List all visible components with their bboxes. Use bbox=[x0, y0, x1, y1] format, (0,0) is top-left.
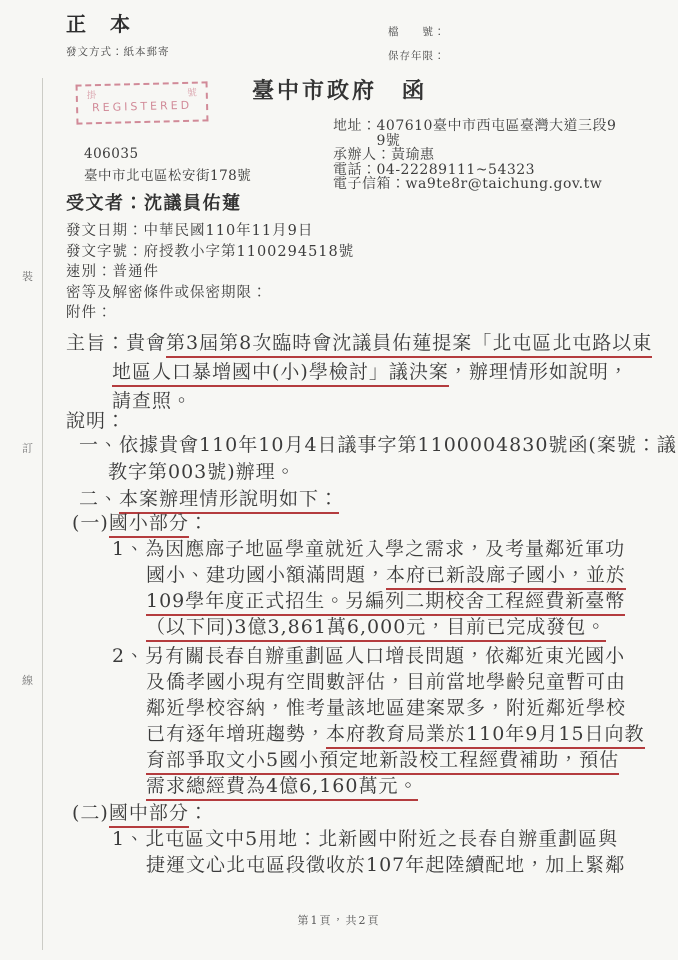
stamp-char-left: 掛 bbox=[86, 90, 97, 102]
body-line bbox=[146, 586, 625, 613]
body-text: 一、依據貴會110年10月4日議事字第1100004830號函(案號：議 bbox=[79, 434, 677, 456]
body-text: 已有逐年增班趨勢， bbox=[146, 723, 327, 745]
text-line: 9號 bbox=[333, 132, 401, 149]
stamp-registered-text: REGISTERED bbox=[91, 98, 193, 115]
binding-mark: 裝 bbox=[22, 270, 33, 283]
binding-mark: 訂 bbox=[22, 442, 33, 455]
recipient-line: 受文者：沈議員佑蓮 bbox=[66, 193, 242, 214]
text-line: 附件： bbox=[66, 305, 113, 321]
text-line: 承辦人：黃瑜惠 bbox=[333, 147, 435, 163]
body-text: 捷運文心北屯區段徵收於107年起陸續配地，加上緊鄰 bbox=[146, 854, 626, 876]
body-text: ，辦理情形如說明， bbox=[448, 361, 629, 383]
text-line: 發文字號：府授教小字第1100294518號 bbox=[66, 243, 355, 260]
body-line bbox=[112, 824, 618, 851]
body-line bbox=[146, 560, 626, 587]
copy-type-label: 正 本 bbox=[66, 12, 132, 36]
body-text: (一) bbox=[72, 512, 109, 534]
body-text: 1、北屯區文中5用地：北新國中附近之長春自辦重劃區與 bbox=[112, 828, 619, 850]
file-number-label: 檔 號： bbox=[388, 26, 446, 38]
stamp-chinese-row bbox=[78, 83, 206, 101]
red-underlined-text: 109學年度正式招生。另編列二期校舍工程經費新臺幣 bbox=[146, 590, 625, 616]
body-line bbox=[112, 357, 629, 384]
red-underlined-text: （以下同)3億3,861萬6,000元，目前已完成發包。 bbox=[146, 616, 606, 642]
red-underlined-text: 本府已新設廍子國小，並於 bbox=[386, 564, 626, 590]
body-line bbox=[146, 719, 645, 746]
body-line bbox=[112, 641, 625, 668]
body-line bbox=[72, 798, 209, 825]
retention-period-label: 保存年限： bbox=[388, 50, 446, 62]
body-line bbox=[146, 693, 626, 720]
body-line bbox=[146, 667, 626, 694]
body-text: 主旨：貴會 bbox=[66, 332, 167, 354]
recipient-zip: 406035 bbox=[84, 146, 139, 162]
red-underlined-text: 第3屆第8次臨時會沈議員佑蓮提案「北屯區北屯路以東 bbox=[166, 332, 652, 358]
red-underlined-text: 本案辦理情形說明如下： bbox=[119, 488, 339, 514]
body-line bbox=[72, 508, 209, 535]
body-text: 2、另有關長春自辦重劃區人口增長問題，依鄰近東光國小 bbox=[112, 645, 626, 667]
page-number-footer: 第1頁，共2頁 bbox=[297, 914, 381, 927]
recipient-street-address: 臺中市北屯區松安街178號 bbox=[84, 168, 252, 184]
delivery-method-label: 發文方式：紙本郵寄 bbox=[66, 46, 170, 58]
stamp-char-right: 號 bbox=[187, 87, 197, 99]
body-line bbox=[108, 457, 296, 484]
body-text: (二) bbox=[72, 802, 109, 824]
text-line: 電話：04-22289111~54323 bbox=[333, 161, 536, 178]
red-underlined-text: 國小部分 bbox=[109, 512, 189, 538]
body-text: 請查照。 bbox=[112, 390, 193, 412]
text-line: 密等及解密條件或保密期限： bbox=[66, 284, 268, 301]
registered-mail-stamp bbox=[76, 81, 209, 124]
body-line bbox=[79, 430, 677, 457]
red-underlined-text: 國中部分 bbox=[109, 802, 189, 828]
agency-contact-block bbox=[333, 119, 616, 192]
body-line bbox=[146, 850, 625, 877]
body-line bbox=[66, 406, 126, 433]
body-text: 國小、建功國小額滿問題， bbox=[146, 564, 387, 586]
text-line: 電子信箱：wa9te8r@taichung.gov.tw bbox=[333, 176, 603, 192]
red-underlined-text: 本府教育局業於110年9月15日向教 bbox=[326, 723, 645, 749]
body-text: ： bbox=[188, 802, 209, 824]
text-line: 發文日期：中華民國110年11月9日 bbox=[66, 223, 314, 239]
body-text: 二、 bbox=[79, 488, 120, 510]
body-line bbox=[146, 771, 418, 798]
red-underlined-text: 地區人口暴增國中(小)學檢討」議決案 bbox=[112, 361, 449, 387]
body-line bbox=[146, 745, 619, 772]
document-title: 臺中市政府 函 bbox=[252, 78, 428, 104]
binding-margin-line bbox=[42, 78, 43, 950]
body-text: 鄰近學校容納，惟考量該地區建案眾多，附近鄰近學校 bbox=[146, 697, 627, 719]
body-text: 及僑孝國小現有空間數評估，目前當地學齡兒童暫可由 bbox=[146, 671, 627, 693]
body-text: ： bbox=[188, 512, 209, 534]
body-line bbox=[146, 612, 606, 639]
body-line bbox=[112, 534, 625, 561]
body-text: 1、為因應廍子地區學童就近入學之需求，及考量鄰近軍功 bbox=[112, 538, 626, 560]
body-text: 教字第003號)辦理。 bbox=[108, 461, 296, 483]
body-line bbox=[79, 484, 339, 511]
text-line: 速別：普通件 bbox=[66, 264, 159, 280]
document-meta-block bbox=[66, 221, 354, 324]
text-line: 地址：407610臺中市西屯區臺灣大道三段9 bbox=[333, 118, 617, 134]
red-underlined-text: 育部爭取文小5國小預定地新設校工程經費補助，預估 bbox=[146, 749, 619, 775]
binding-mark: 線 bbox=[22, 674, 33, 687]
body-line bbox=[66, 328, 652, 355]
red-underlined-text: 需求總經費為4億6,160萬元。 bbox=[146, 775, 418, 801]
body-text: 說明： bbox=[66, 410, 127, 432]
